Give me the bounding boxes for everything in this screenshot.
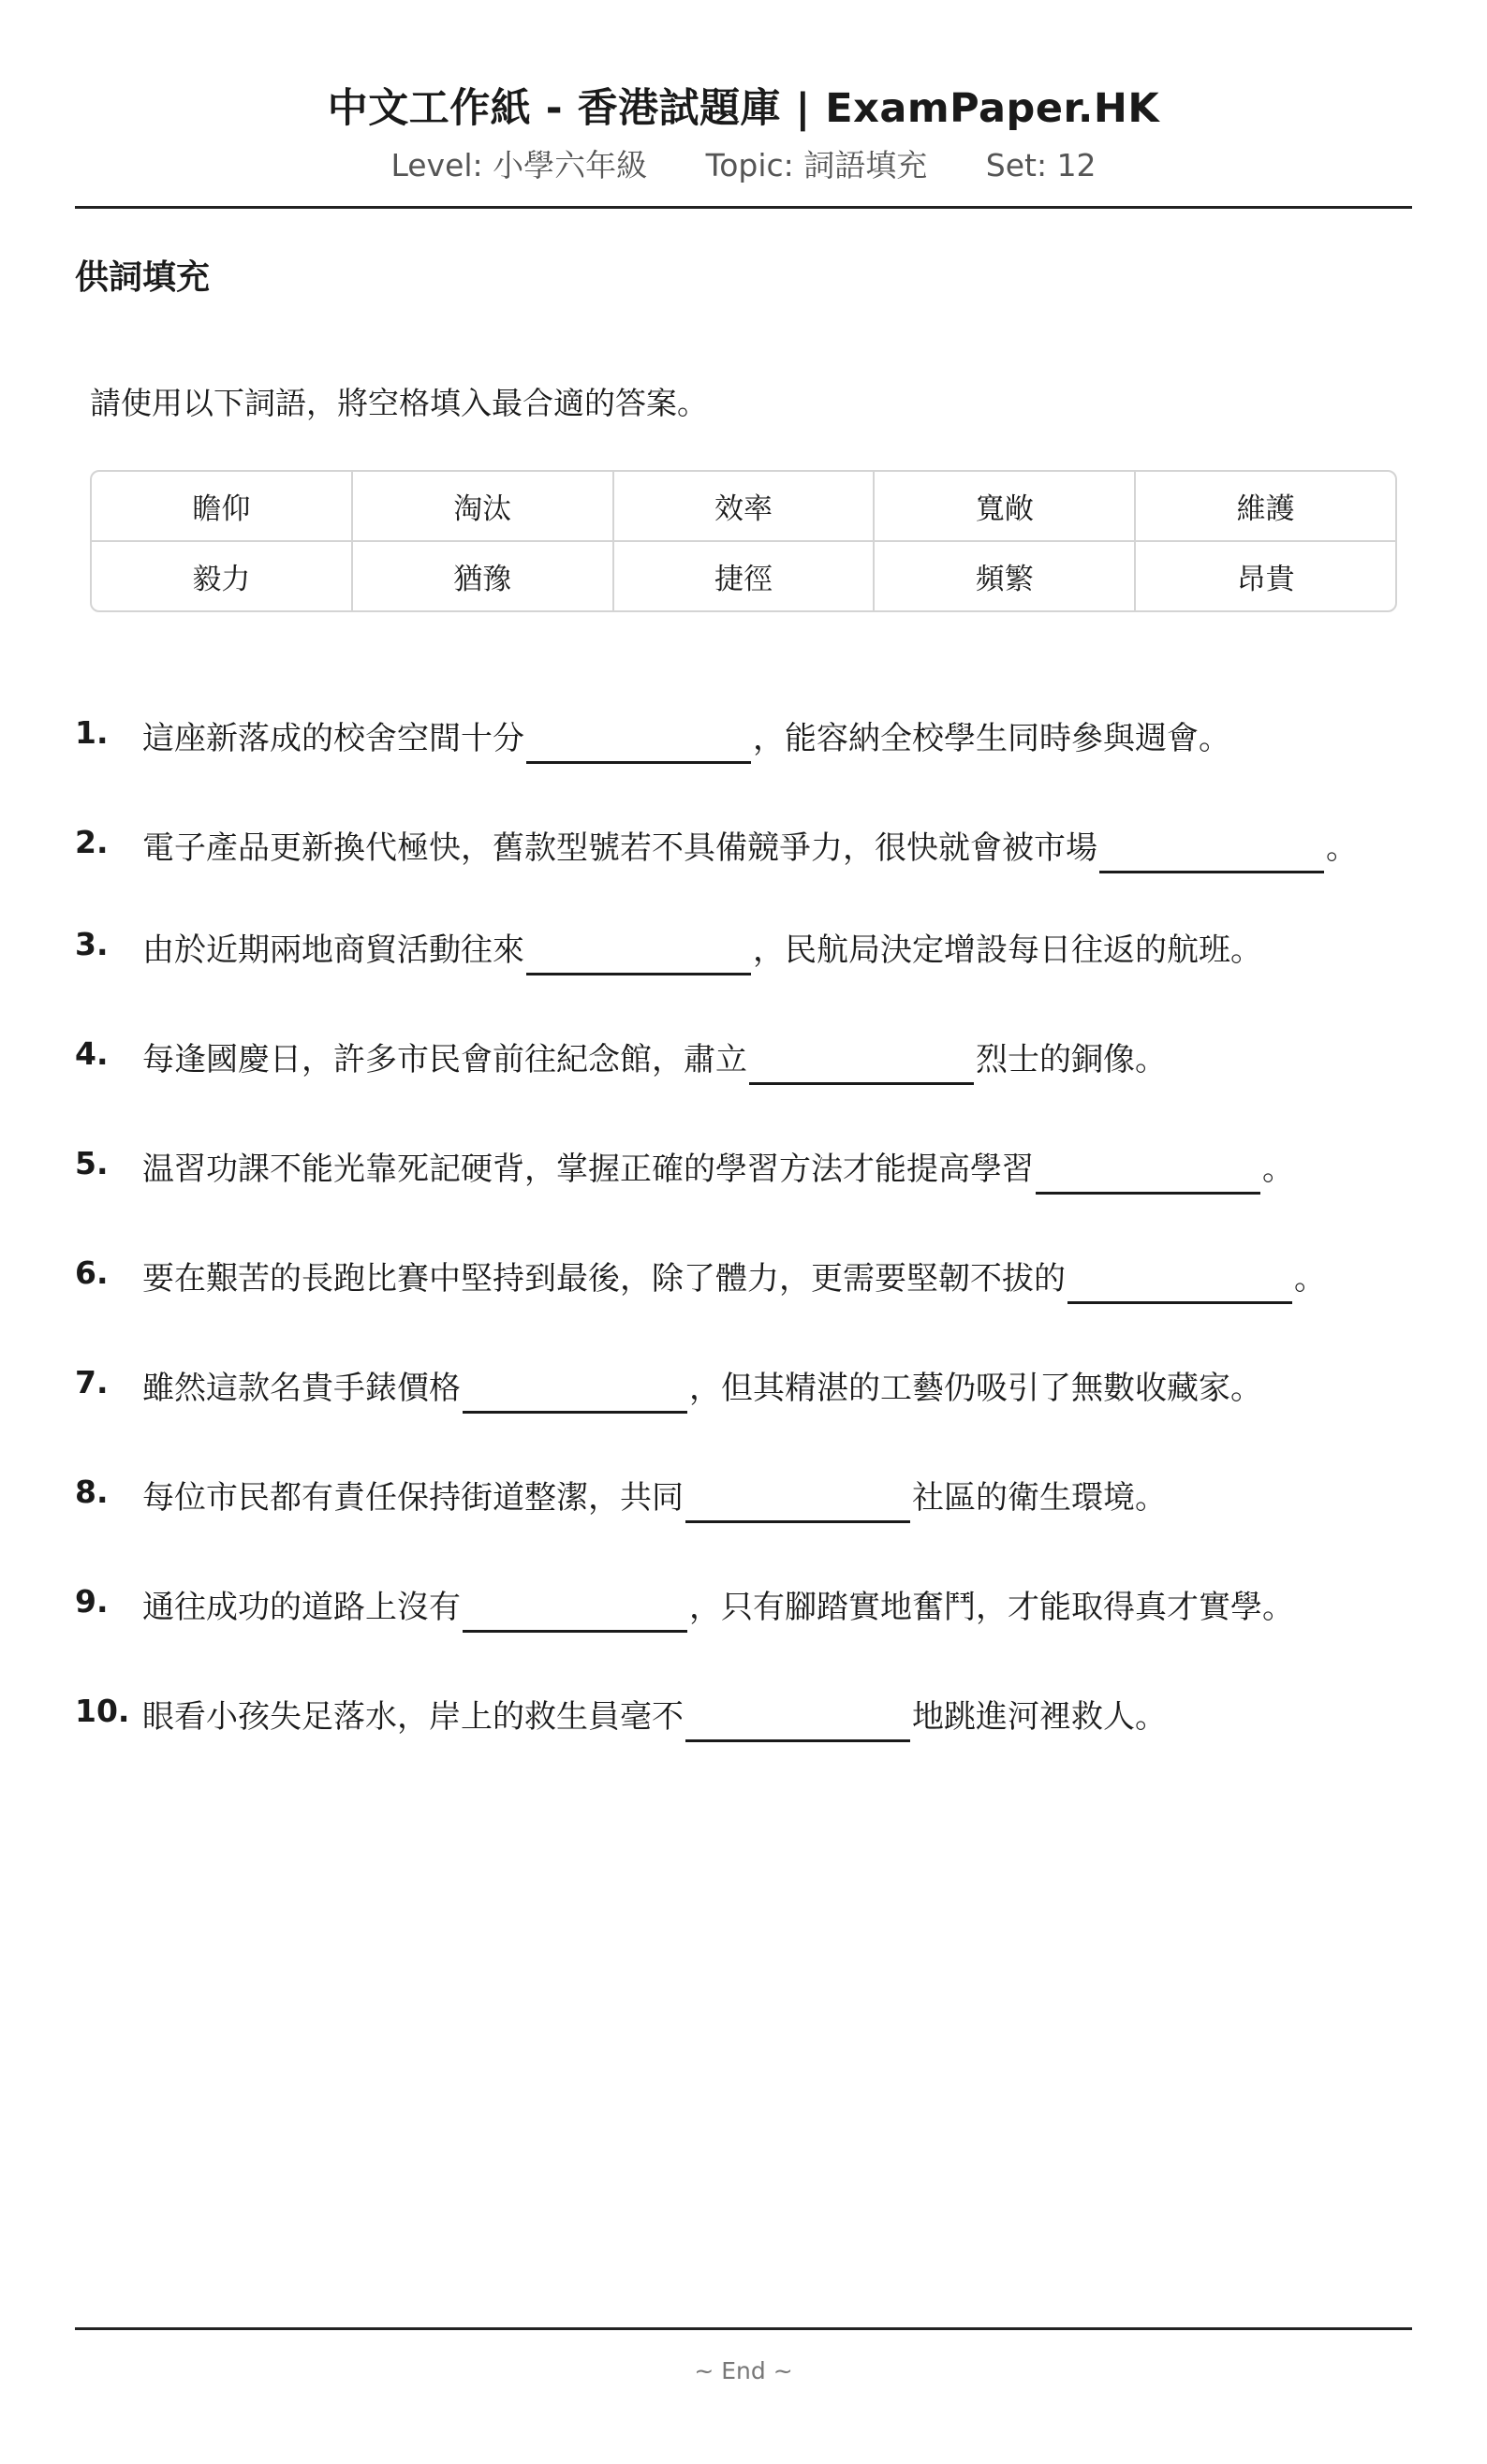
question-item (75, 1690, 1412, 1744)
question-text-before: 雖然這款名貴手錶價格 (142, 1370, 461, 1407)
worksheet-page (75, 0, 1412, 2464)
word-bank-table (90, 470, 1397, 612)
worksheet-title: 中文工作紙 - 香港試題庫 | ExamPaper.HK (327, 85, 1160, 132)
question-item (75, 711, 1412, 766)
question-text-after: ，只有腳踏實地奮鬥，才能取得真才實學。 (689, 1589, 1294, 1626)
question-item (75, 1361, 1412, 1415)
word-bank-cell: 頻繁 (873, 542, 1134, 610)
question-item (75, 1471, 1412, 1525)
level-label: Level: 小學六年級 (390, 147, 648, 183)
question-text-after: 社區的衛生環境。 (912, 1479, 1167, 1517)
answer-blank[interactable] (685, 1483, 910, 1523)
answer-blank[interactable] (749, 1045, 974, 1085)
instruction-text: 請使用以下詞語，將空格填入最合適的答案。 (90, 385, 708, 421)
word-bank-cell: 猶豫 (351, 542, 612, 610)
word-bank-cell: 昂貴 (1134, 542, 1395, 610)
question-text-before: 通往成功的道路上沒有 (142, 1589, 461, 1626)
question-item (75, 1252, 1412, 1306)
question-text-after: 。 (1262, 1151, 1294, 1188)
question-item (75, 821, 1412, 875)
question-text-before: 眼看小孩失足落水，岸上的救生員毫不 (142, 1698, 684, 1736)
footer-divider (75, 2327, 1412, 2330)
answer-blank[interactable] (463, 1373, 687, 1414)
word-bank-cell: 寬敞 (873, 472, 1134, 540)
question-text-after: 烈士的銅像。 (976, 1041, 1167, 1078)
question-number: 5. (75, 1145, 109, 1181)
question-text-before: 電子產品更新換代極快，舊款型號若不具備競爭力，很快就會被市場 (142, 829, 1097, 867)
word-bank-cell: 毅力 (192, 563, 251, 596)
topic-label: Topic: 詞語填充 (705, 147, 928, 183)
answer-blank[interactable] (1036, 1154, 1260, 1195)
question-item (75, 1033, 1412, 1087)
word-bank-cell: 捷徑 (612, 542, 874, 610)
question-number: 8. (75, 1474, 109, 1510)
question-text-after: ，能容納全校學生同時參與週會。 (753, 720, 1230, 757)
question-item (75, 1580, 1412, 1635)
word-bank-cell: 效率 (612, 472, 874, 540)
question-text-after: ，但其精湛的工藝仍吸引了無數收藏家。 (689, 1370, 1262, 1407)
section-title: 供詞填充 (75, 258, 211, 297)
question-text-after: ，民航局決定增設每日往返的航班。 (753, 931, 1262, 969)
answer-blank[interactable] (1099, 833, 1324, 873)
word-bank-cell: 瞻仰 (192, 492, 251, 526)
word-bank-row (92, 472, 1395, 540)
question-text-before: 由於近期兩地商貿活動往來 (142, 931, 524, 969)
question-text-before: 每位市民都有責任保持街道整潔，共同 (142, 1479, 684, 1517)
question-number: 10. (75, 1693, 130, 1729)
word-bank-cell: 淘汰 (351, 472, 612, 540)
question-number: 7. (75, 1364, 109, 1401)
answer-blank[interactable] (463, 1592, 687, 1633)
word-bank-cell: 維護 (1134, 472, 1395, 540)
word-bank-row (92, 540, 1395, 610)
question-text-before: 要在艱苦的長跑比賽中堅持到最後，除了體力，更需要堅韌不拔的 (142, 1260, 1066, 1298)
answer-blank[interactable] (685, 1702, 910, 1742)
question-number: 6. (75, 1254, 109, 1291)
question-item (75, 1142, 1412, 1196)
question-number: 4. (75, 1035, 109, 1072)
footer-end-mark: ~ End ~ (694, 2357, 793, 2384)
worksheet-header (75, 0, 1412, 187)
answer-blank[interactable] (526, 935, 751, 975)
header-divider (75, 206, 1412, 209)
question-number: 2. (75, 824, 109, 860)
question-list (75, 711, 1412, 1799)
question-text-before: 温習功課不能光靠死記硬背，掌握正確的學習方法才能提高學習 (142, 1151, 1034, 1188)
question-text-after: 。 (1294, 1260, 1326, 1298)
worksheet-meta (75, 144, 1412, 187)
set-label: Set: 12 (985, 147, 1097, 183)
answer-blank[interactable] (526, 724, 751, 764)
question-number: 3. (75, 926, 109, 962)
answer-blank[interactable] (1067, 1264, 1292, 1304)
question-number: 9. (75, 1583, 109, 1620)
question-item (75, 923, 1412, 977)
question-text-after: 地跳進河裡救人。 (912, 1698, 1167, 1736)
question-number: 1. (75, 714, 109, 751)
question-text-before: 這座新落成的校舍空間十分 (142, 720, 524, 757)
question-text-before: 每逢國慶日，許多市民會前往紀念館，肅立 (142, 1041, 747, 1078)
question-text-after: 。 (1326, 829, 1358, 867)
